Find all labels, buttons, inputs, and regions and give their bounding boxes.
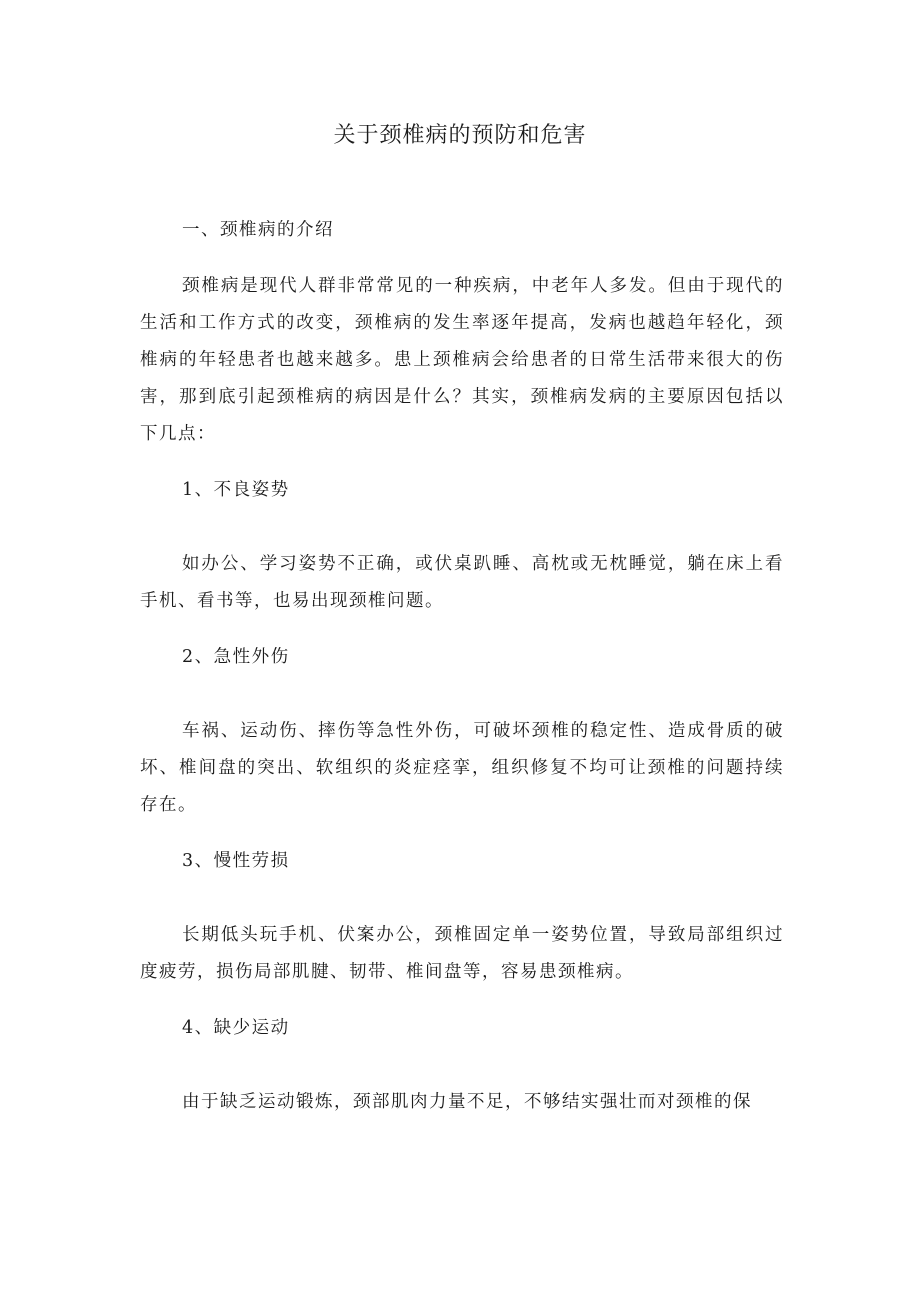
cause-text-3: 长期低头玩手机、伏案办公，颈椎固定单一姿势位置，导致局部组织过度疲劳，损伤局部肌腱、韧带、椎间盘等，容易患颈椎病。: [140, 925, 784, 982]
cause-heading-1: 1、不良姿势: [182, 480, 290, 500]
cause-heading-2: 2、急性外伤: [182, 647, 290, 667]
cause-text-2: 车祸、运动伤、摔伤等急性外伤，可破坏颈椎的稳定性、造成骨质的破坏、椎间盘的突出、软组织的炎症痉挛，组织修复不均可让颈椎的问题持续存在。: [140, 721, 784, 815]
intro-paragraph: 颈椎病是现代人群非常常见的一种疾病，中老年人多发。但由于现代的生活和工作方式的改变，颈椎病的发生率逐年提高，发病也越趋年轻化，颈椎病的年轻患者也越来越多。患上颈椎病会给患者的日常生活带来很大的伤害，那到底引起颈椎病的病因是什么？其实，颈椎病发病的主要原因包括以下几点：: [140, 276, 784, 444]
cause-text-1: 如办公、学习姿势不正确，或伏桌趴睡、高枕或无枕睡觉，躺在床上看手机、看书等，也易出现颈椎问题。: [140, 554, 784, 611]
cause-text-4: 由于缺乏运动锻炼，颈部肌肉力量不足，不够结实强壮而对颈椎的保: [182, 1092, 752, 1112]
document-body: [140, 212, 784, 1121]
cause-heading-4: 4、缺少运动: [182, 1018, 290, 1038]
cause-heading-3: 3、慢性劳损: [182, 851, 290, 871]
document-title: 关于颈椎病的预防和危害: [333, 123, 587, 148]
section-heading: 一、颈椎病的介绍: [182, 220, 334, 240]
